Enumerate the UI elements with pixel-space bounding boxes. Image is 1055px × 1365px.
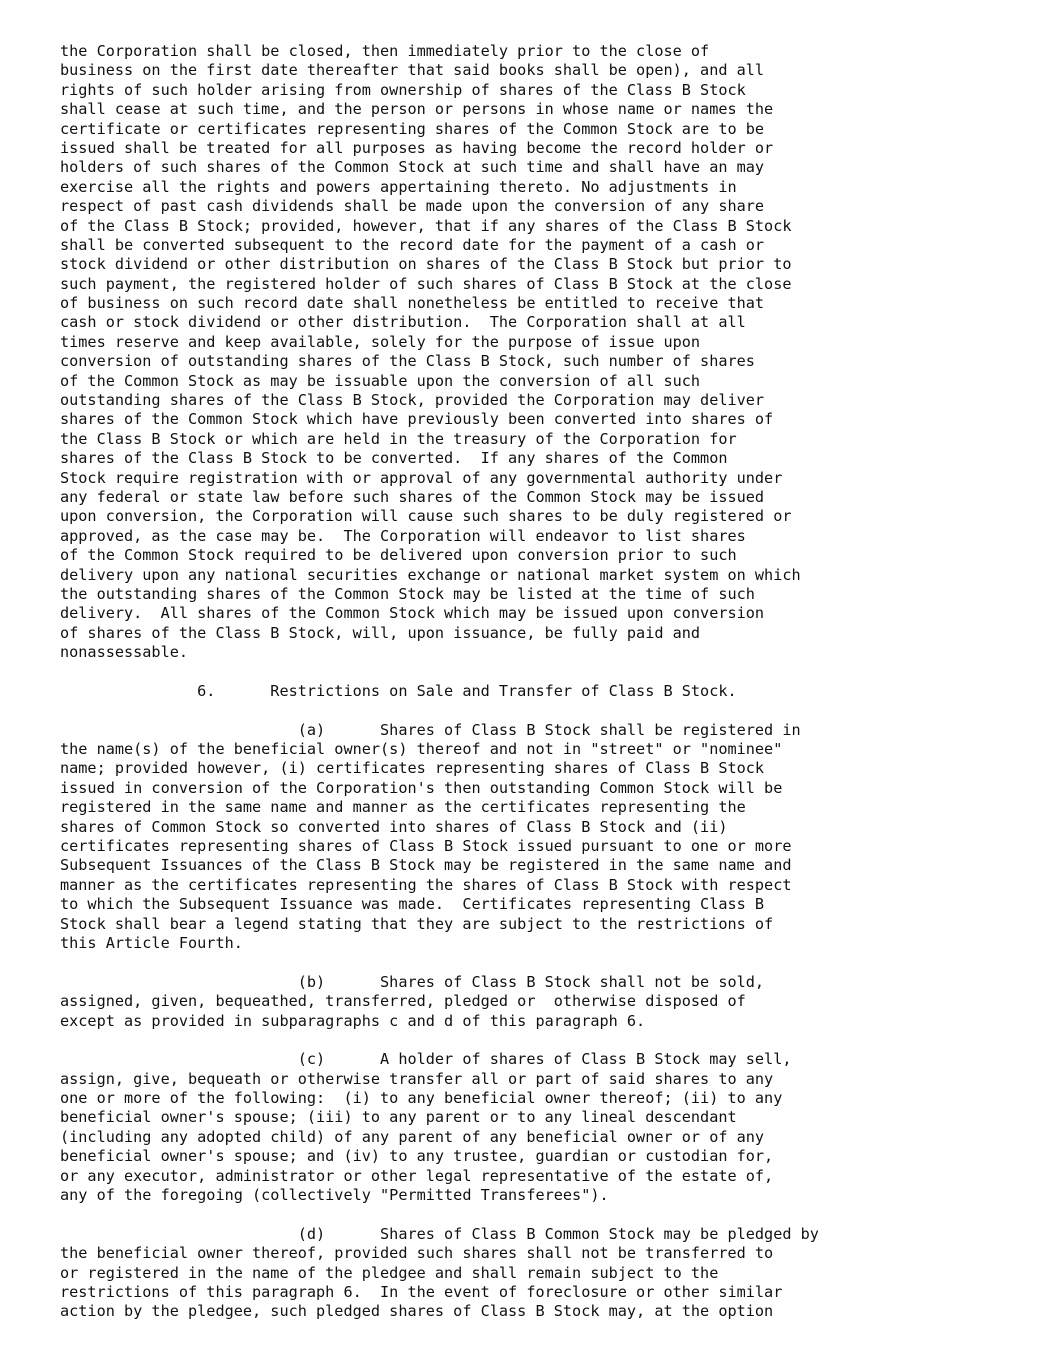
subparagraph-c bbox=[60, 1050, 1050, 1205]
text-line: of shares of the Class B Stock, will, upon issuance, be fully paid and bbox=[60, 623, 701, 642]
text-line: except as provided in subparagraphs c and d of this paragraph 6. bbox=[60, 1011, 646, 1030]
text-line: cash or stock dividend or other distribution. The Corporation shall at all bbox=[60, 313, 746, 332]
text-line: conversion of outstanding shares of the Class B Stock, such number of shares bbox=[60, 352, 755, 371]
text-line: to which the Subsequent Issuance was made. Certificates representing Class B bbox=[60, 895, 765, 914]
subparagraph-a bbox=[60, 721, 1050, 954]
text-line: manner as the certificates representing the shares of Class B Stock with respect bbox=[60, 875, 792, 894]
text-line: exercise all the rights and powers appertaining thereto. No adjustments in bbox=[60, 177, 737, 196]
text-line: shares of the Class B Stock to be converted. If any shares of the Common bbox=[60, 449, 728, 468]
subparagraph-b bbox=[60, 973, 1050, 1031]
text-line: approved, as the case may be. The Corporation will endeavor to list shares bbox=[60, 526, 746, 545]
text-line: delivery upon any national securities exchange or national market system on which bbox=[60, 565, 801, 584]
blank-line bbox=[60, 953, 1050, 972]
text-line: upon conversion, the Corporation will cause such shares to be duly registered or bbox=[60, 507, 792, 526]
blank-line bbox=[60, 663, 1050, 682]
text-line: shall be converted subsequent to the record date for the payment of a cash or bbox=[60, 235, 765, 254]
text-line: assign, give, bequeath or otherwise transfer all or part of said shares to any bbox=[60, 1069, 774, 1088]
text-line: name; provided however, (i) certificates representing shares of Class B Stock bbox=[60, 759, 765, 778]
text-line: delivery. All shares of the Common Stock which may be issued upon conversion bbox=[60, 604, 765, 623]
text-line: of the Common Stock required to be delivered upon conversion prior to such bbox=[60, 546, 737, 565]
text-line: such payment, the registered holder of such shares of Class B Stock at the close bbox=[60, 274, 792, 293]
blank-line bbox=[60, 1205, 1050, 1224]
text-line: of business on such record date shall nonetheless be entitled to receive that bbox=[60, 294, 765, 313]
text-line: respect of past cash dividends shall be made upon the conversion of any share bbox=[60, 197, 765, 216]
text-line: of the Class B Stock; provided, however, that if any shares of the Class B Stock bbox=[60, 216, 792, 235]
text-line: stock dividend or other distribution on shares of the Class B Stock but prior to bbox=[60, 255, 792, 274]
text-line: this Article Fourth. bbox=[60, 933, 243, 952]
text-line: or any executor, administrator or other legal representative of the estate of, bbox=[60, 1166, 774, 1185]
text-line: rights of such holder arising from ownership of shares of the Class B Stock bbox=[60, 80, 746, 99]
text-line: nonassessable. bbox=[60, 643, 189, 662]
text-line: issued in conversion of the Corporation's then outstanding Common Stock will be bbox=[60, 778, 783, 797]
text-line: any federal or state law before such shares of the Common Stock may be issued bbox=[60, 487, 765, 506]
document-page bbox=[60, 42, 1050, 1322]
text-line: shares of the Common Stock which have previously been converted into shares of bbox=[60, 410, 774, 429]
text-line: action by the pledgee, such pledged shares of Class B Stock may, at the option bbox=[60, 1302, 774, 1321]
subparagraph-d bbox=[60, 1225, 1050, 1322]
text-line: or registered in the name of the pledgee and shall remain subject to the bbox=[60, 1263, 719, 1282]
section-heading: 6. Restrictions on Sale and Transfer of Class B Stock. bbox=[60, 681, 737, 700]
text-line: beneficial owner's spouse; (iii) to any parent or to any lineal descendant bbox=[60, 1108, 737, 1127]
text-line: holders of such shares of the Common Stock at such time and shall have an may bbox=[60, 158, 765, 177]
text-line: restrictions of this paragraph 6. In the event of foreclosure or other similar bbox=[60, 1283, 783, 1301]
text-line: of the Common Stock as may be issuable upon the conversion of all such bbox=[60, 371, 701, 390]
text-line: outstanding shares of the Class B Stock, provided the Corporation may deliver bbox=[60, 391, 765, 410]
blank-line bbox=[60, 701, 1050, 720]
text-line: (d) Shares of Class B Common Stock may be pledged by bbox=[60, 1224, 819, 1243]
text-line: shall cease at such time, and the person or persons in whose name or names the bbox=[60, 100, 774, 119]
text-line: the beneficial owner thereof, provided such shares shall not be transferred to bbox=[60, 1244, 774, 1263]
text-line: certificate or certificates representing shares of the Common Stock are to be bbox=[60, 119, 765, 138]
text-line: (c) A holder of shares of Class B Stock may sell, bbox=[60, 1050, 792, 1069]
text-line: times reserve and keep available, solely for the purpose of issue upon bbox=[60, 332, 701, 351]
text-line: (b) Shares of Class B Stock shall not be sold, bbox=[60, 972, 765, 991]
text-line: assigned, given, bequeathed, transferred, pledged or otherwise disposed of bbox=[60, 992, 746, 1011]
text-line: the outstanding shares of the Common Stock may be listed at the time of such bbox=[60, 584, 755, 603]
text-line: the name(s) of the beneficial owner(s) thereof and not in "street" or "nominee" bbox=[60, 740, 783, 759]
text-line: certificates representing shares of Class B Stock issued pursuant to one or more bbox=[60, 837, 792, 856]
text-line: the Corporation shall be closed, then immediately prior to the close of bbox=[60, 42, 710, 60]
text-line: Subsequent Issuances of the Class B Stock may be registered in the same name and bbox=[60, 856, 792, 875]
text-line: beneficial owner's spouse; and (iv) to any trustee, guardian or custodian for, bbox=[60, 1147, 774, 1166]
text-line: registered in the same name and manner as the certificates representing the bbox=[60, 798, 746, 817]
text-line: Stock require registration with or approval of any governmental authority under bbox=[60, 468, 783, 487]
text-line: shares of Common Stock so converted into shares of Class B Stock and (ii) bbox=[60, 817, 728, 836]
text-line: any of the foregoing (collectively "Permitted Transferees"). bbox=[60, 1186, 609, 1205]
text-line: (including any adopted child) of any parent of any beneficial owner or of any bbox=[60, 1127, 765, 1146]
text-line: the Class B Stock or which are held in the treasury of the Corporation for bbox=[60, 429, 737, 448]
text-line: (a) Shares of Class B Stock shall be registered in bbox=[60, 720, 801, 739]
text-line: one or more of the following: (i) to any beneficial owner thereof; (ii) to any bbox=[60, 1089, 783, 1108]
conversion-paragraph bbox=[60, 42, 1050, 663]
text-line: Stock shall bear a legend stating that they are subject to the restrictions of bbox=[60, 914, 774, 933]
text-line: issued shall be treated for all purposes as having become the record holder or bbox=[60, 138, 774, 157]
blank-line bbox=[60, 1031, 1050, 1050]
text-line: business on the first date thereafter that said books shall be open), and all bbox=[60, 61, 765, 80]
